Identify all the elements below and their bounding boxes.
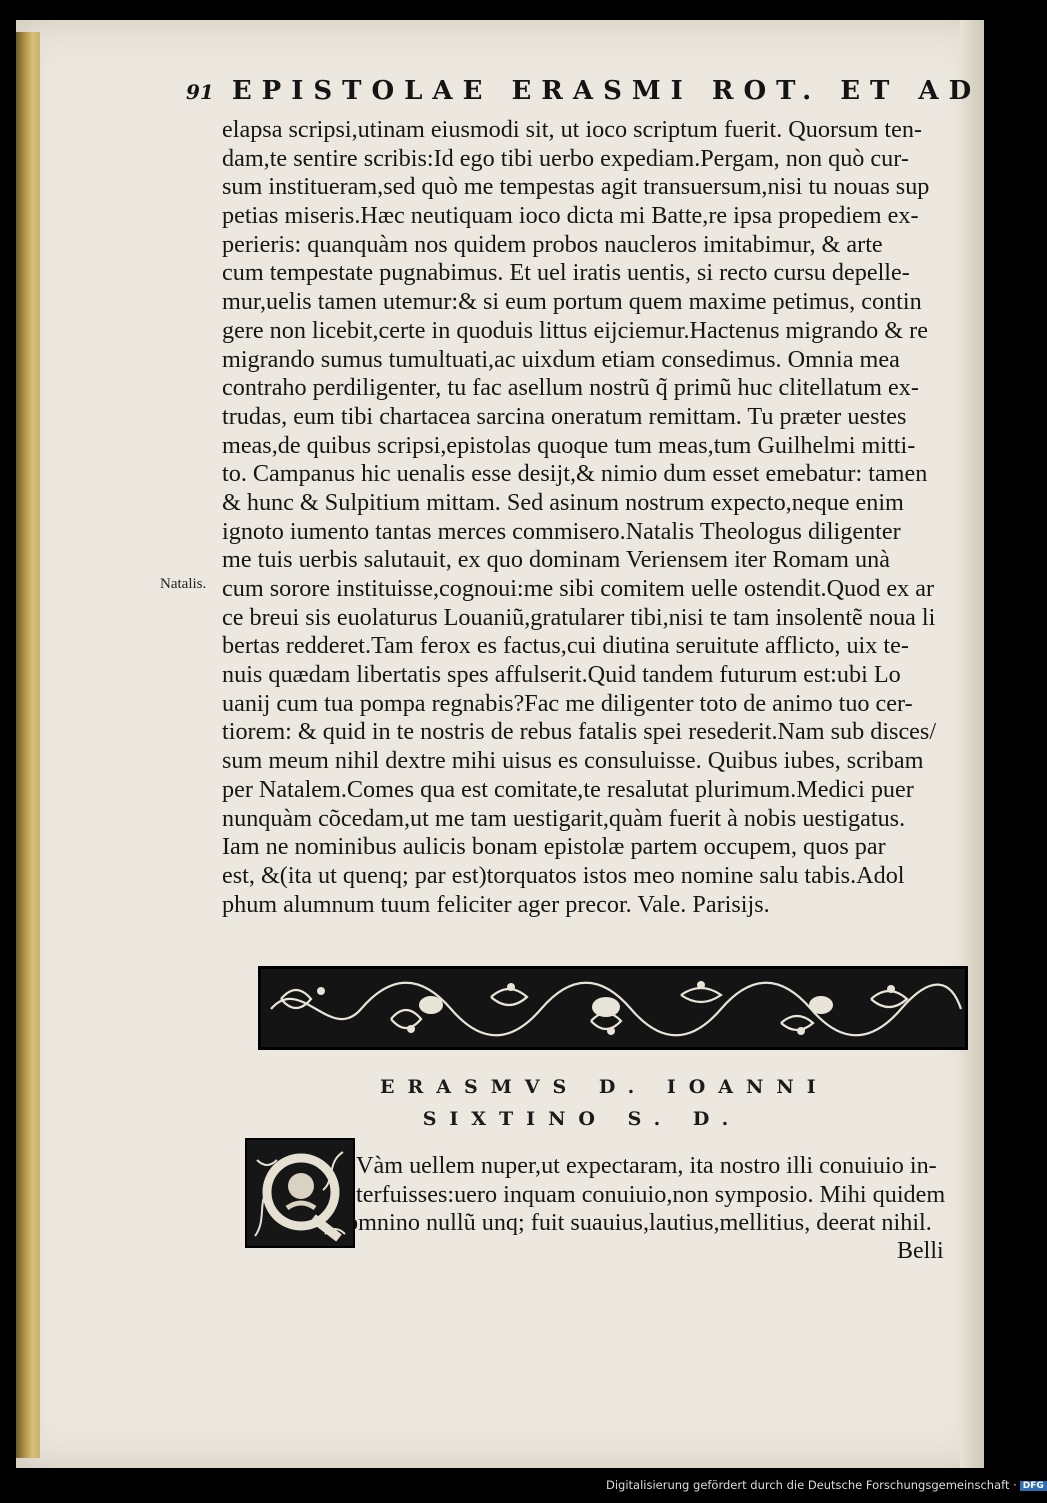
letter-heading-line-2: SIXTINO S. D. <box>422 1108 742 1130</box>
decorative-ornament-band <box>258 966 968 1050</box>
decorated-initial <box>245 1138 355 1248</box>
body-text-line: to. Campanus hic uenalis esse desijt,& nimio dum esset emebatur: tamen <box>222 460 928 488</box>
letter-line: terfuisses:uero inquam conuiuio,non symposio. Mihi quidem <box>356 1180 946 1208</box>
body-text-line: Iam ne nominibus aulicis bonam epistolæ partem occupem, quos par <box>222 833 886 861</box>
margin-note: Natalis. <box>160 576 207 592</box>
body-text-line: meas,de quibus scripsi,epistolas quoque tum meas,tum Guilhelmi mitti- <box>222 431 916 459</box>
body-text-line: & hunc & Sulpitium mittam. Sed asinum nostrum expecto,neque enim <box>222 488 904 516</box>
body-text-line: elapsa scripsi,utinam eiusmodi sit, ut ioco scriptum fuerit. Quorsum ten- <box>222 116 922 143</box>
body-text <box>222 116 948 919</box>
body-text-line: nuis quædam libertatis spes affulserit.Quid tandem futurum est:ubi Lo <box>222 661 901 689</box>
letter-heading-line-1: ERASMVS D. IOANNI <box>380 1076 829 1098</box>
page-fore-edge <box>960 20 984 1468</box>
dfg-logo: DFG <box>1020 1481 1047 1491</box>
body-text-line: dam,te sentire scribis:Id ego tibi uerbo expediam.Pergam, non quò cur- <box>222 144 909 172</box>
body-text-line: petias miseris.Hæc neutiquam ioco dicta mi Batte,re ipsa propediem ex- <box>222 202 919 230</box>
body-text-line: est, &(ita ut quenq; par est)torquatos istos meo nomine salu tabis.Adol <box>222 861 905 889</box>
body-text-line: contraho perdiligenter, tu fac asellum nostrũ q̃ primũ huc clitellatum ex- <box>222 374 919 402</box>
body-text-line: mur,uelis tamen utemur:& si eum portum quem maxime petimus, contin <box>222 288 922 316</box>
ornament-foliage-icon <box>261 969 965 1047</box>
body-text-line: phum alumnum tuum feliciter ager precor. Vale. Parisijs. <box>222 890 770 918</box>
body-text-line: migrando sumus tumultuati,ac uixdum etiam consedimus. Omnia mea <box>222 345 900 373</box>
body-text-line: per Natalem.Comes qua est comitate,te resalutat plurimum.Medici puer <box>222 775 914 803</box>
body-text-line: sum meum nihil dextre mihi uisus es consuluisse. Quibus iubes, scribam <box>222 747 924 775</box>
body-text-line: sum institueram,sed quò me tempestas agit transuersum,nisi tu nouas sup <box>222 173 930 201</box>
letter-line: omnino nullũ unq; fuit suauius,lautius,mellitius, deerat nihil. <box>346 1209 932 1237</box>
letter-opening-text <box>346 1152 956 1238</box>
catchword: Belli <box>897 1238 944 1264</box>
body-text-line: tiorem: & quid in te nostris de rebus fatalis spei resederit.Nam sub disces/ <box>222 718 937 746</box>
digitization-credit-text: Digitalisierung gefördert durch die Deutsche Forschungsgemeinschaft · <box>606 1478 1017 1492</box>
initial-letter-text: Q <box>299 1200 301 1201</box>
digitization-credit <box>606 1478 1044 1496</box>
body-text-line: gere non licebit,certe in quoduis littus eijciemur.Hactenus migrando & re <box>222 316 928 344</box>
page-number: 91 <box>186 80 214 104</box>
letter-line: Vàm uellem nuper,ut expectaram, ita nostro illi conuiuio in- <box>356 1152 937 1179</box>
body-text-line: cum tempestate pugnabimus. Et uel iratis uentis, si recto cursu depelle- <box>222 259 910 287</box>
body-text-line: ignoto iumento tantas merces commisero.Natalis Theologus diligenter <box>222 517 901 545</box>
body-text-line: nunquàm cõcedam,ut me tam uestigarit,quàm fuerit à nobis uestigatus. <box>222 804 906 832</box>
gilt-page-edge <box>16 32 40 1458</box>
body-text-line: perieris: quanquàm nos quidem probos naucleros imitabimur, & arte <box>222 230 883 258</box>
body-text-line: ce breui sis euolaturus Louaniũ,gratularer tibi,nisi te tam insolentẽ noua li <box>222 603 936 631</box>
body-text-line: me tuis uerbis salutauit, ex quo dominam Veriensem iter Romam unà <box>222 546 890 574</box>
decorated-initial-q-icon <box>247 1140 353 1246</box>
running-head-title: EPISTOLAE ERASMI ROT. ET AD <box>231 76 982 106</box>
body-text-line: trudas, eum tibi chartacea sarcina oneratum remittam. Tu præter uestes <box>222 402 907 430</box>
body-text-line: cum sorore instituisse,cognoui:me sibi comitem uelle ostendit.Quod ex ar <box>222 575 935 602</box>
body-text-line: uanij cum tua pompa regnabis?Fac me diligenter toto de animo tuo cer- <box>222 689 913 717</box>
running-head <box>186 76 982 116</box>
body-text-line: bertas redderet.Tam ferox es factus,cui diutina seruitute afflicto, uix te- <box>222 632 909 660</box>
